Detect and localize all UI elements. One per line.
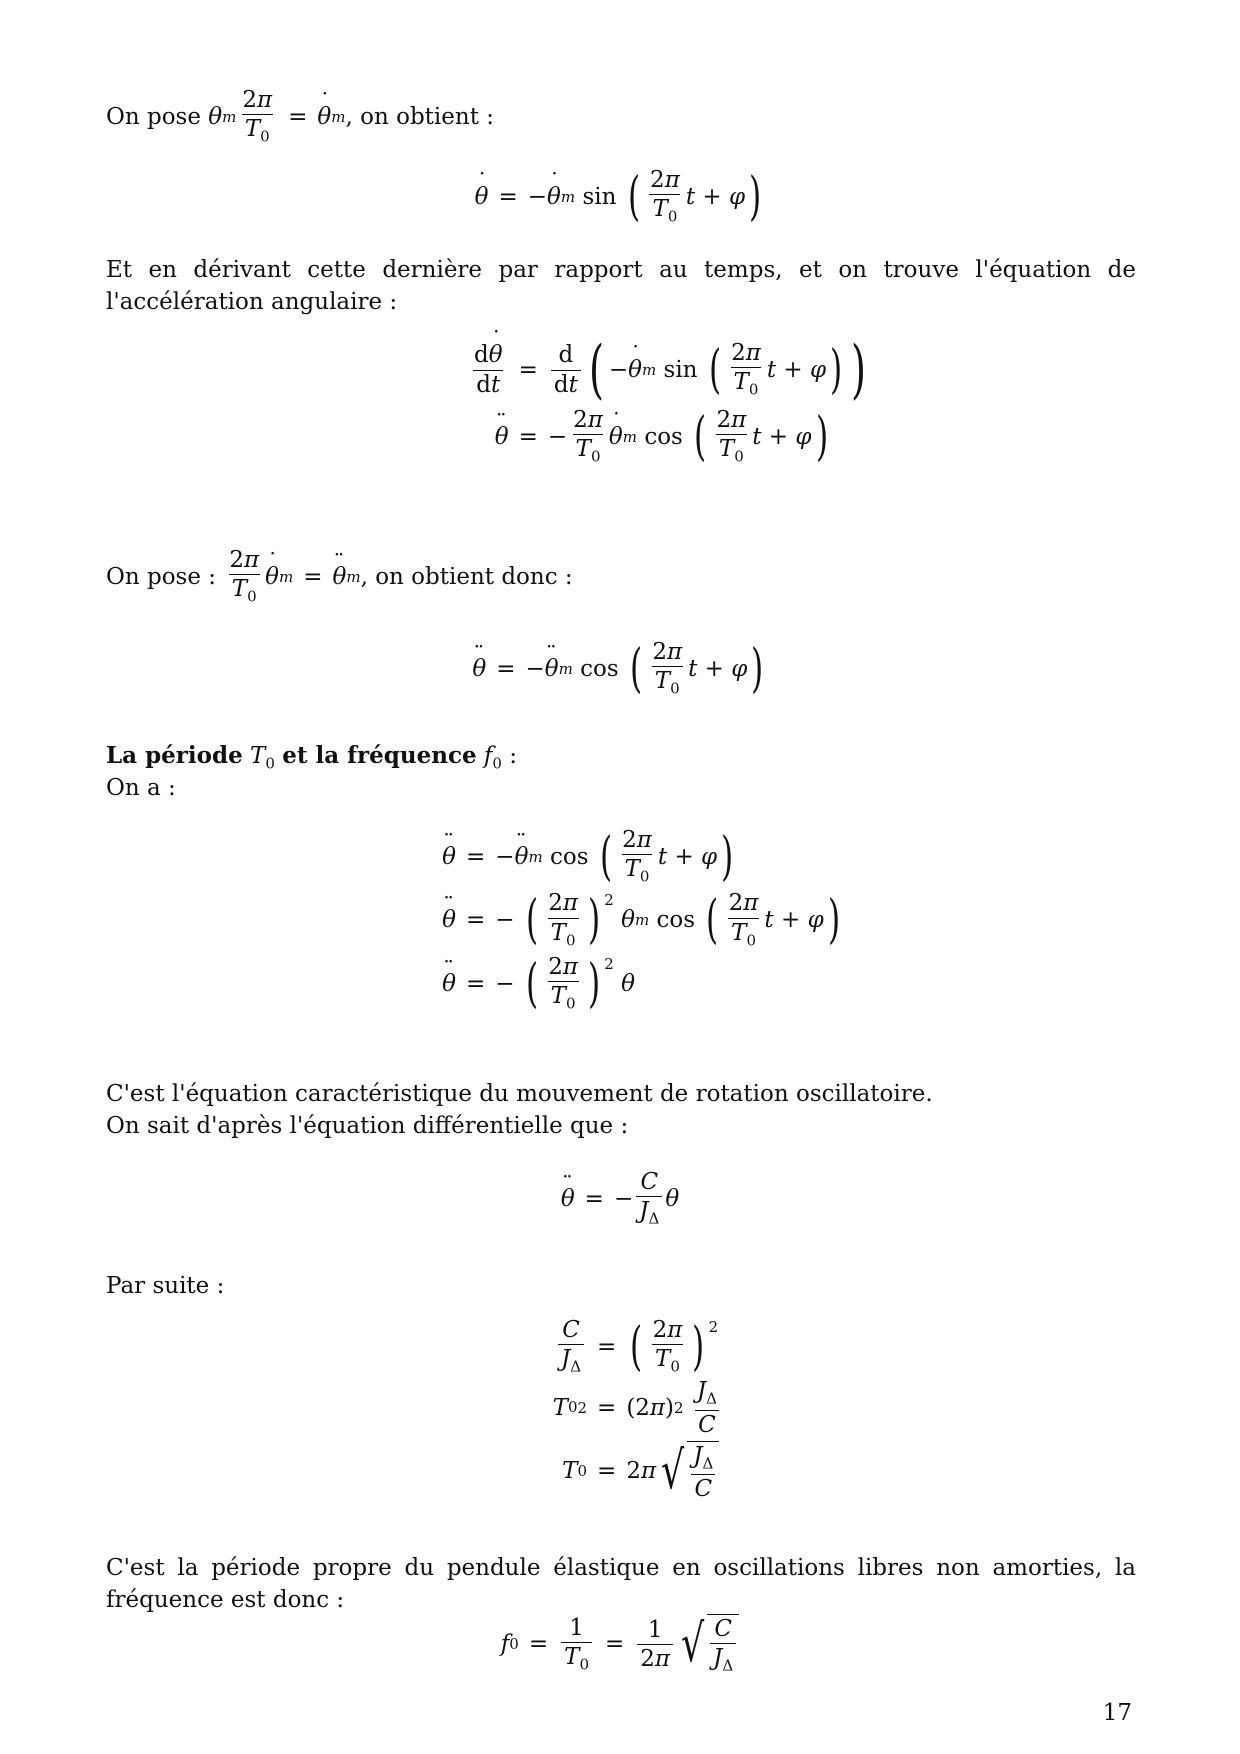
- equation-diff: θ ¨ = − $\frac{C}{J_\Delta}$ θ: [0, 1170, 1240, 1227]
- equation-f0: f 0 = $\frac{1}{T_0}$ = $\frac{1}{2\pi}$ √ $\frac{C}{J_\Delta}$: [0, 1614, 1240, 1674]
- para-on-sait: On sait d'après l'équation différentielle que :: [106, 1113, 629, 1139]
- equation-theta-ddot: θ ¨ = − θ ¨ m cos ( $\frac{2\pi}{T_0}$ t + φ ): [0, 640, 1240, 697]
- text-on-obtient-donc: , on obtient donc :: [360, 563, 573, 590]
- equation-derivative-block: $\frac{d\theta ˙}{dt}$ = $\frac{d}{dt}$ ( − θ ˙ m sin ( $\frac{2\pi}{T_0}$ t + φ ) ) θ ¨ = − $\frac{2\pi}{T_0}$ θ ˙ m cos ( $\frac{2\pi}{T_0}$ t + φ ): [0, 338, 1240, 465]
- equation-t0-block: $\frac{C}{J_\Delta}$ = ( $\frac{2\pi}{T_0}$ ) $^2$ T 0 2 = (2 π ) 2 $\frac{J_\Delta}{C}$ T 0 = 2 π √ $\frac{J_\Delta}{C}$: [552, 1316, 719, 1503]
- section-heading: La période $T_0$ et la fréquence $f_0$ :: [106, 742, 518, 773]
- para-periode-propre: C'est la période propre du pendule élastique en oscillations libres non amorties, la fréquence est donc :: [106, 1555, 1136, 1613]
- para-derivation: Et en dérivant cette dernière par rapport au temps, et on trouve l'équation de l'accélération angulaire :: [106, 257, 1136, 315]
- page-number: 17: [1102, 1700, 1132, 1726]
- text-on-obtient: , on obtient :: [345, 103, 495, 130]
- text-on-pose: On pose: [106, 103, 201, 130]
- equation-theta-dot: θ ˙ = − θ ˙ m sin ( $\frac{2\pi}{T_0}$ t + φ ): [0, 168, 1240, 225]
- para-par-suite: Par suite :: [106, 1273, 225, 1299]
- para-caracteristique: C'est l'équation caractéristique du mouvement de rotation oscillatoire.: [106, 1081, 933, 1107]
- equation-period-block: θ ¨ = − θ ¨ m cos ( $\frac{2\pi}{T_0}$ t + φ ) θ ¨ = − ( $\frac{2\pi}{T_0}$ ) $^2$ θ m cos ( $\frac{2\pi}{T_0}$ t + φ ) θ ¨ = − ( $\frac{2\pi}{T_0}$ ) $^2$ θ: [0, 828, 1240, 1012]
- para-pose-1: On pose θ m $\frac{2\pi}{T_0}$ = θ ˙ m , on obtient :: [106, 88, 1136, 145]
- text-on-pose-2: On pose :: [106, 563, 217, 590]
- para-pose-2: On pose : $\frac{2\pi}{T_0}$ θ ˙ m = θ ¨ m , on obtient donc :: [106, 548, 1136, 605]
- para-on-a: On a :: [106, 775, 176, 801]
